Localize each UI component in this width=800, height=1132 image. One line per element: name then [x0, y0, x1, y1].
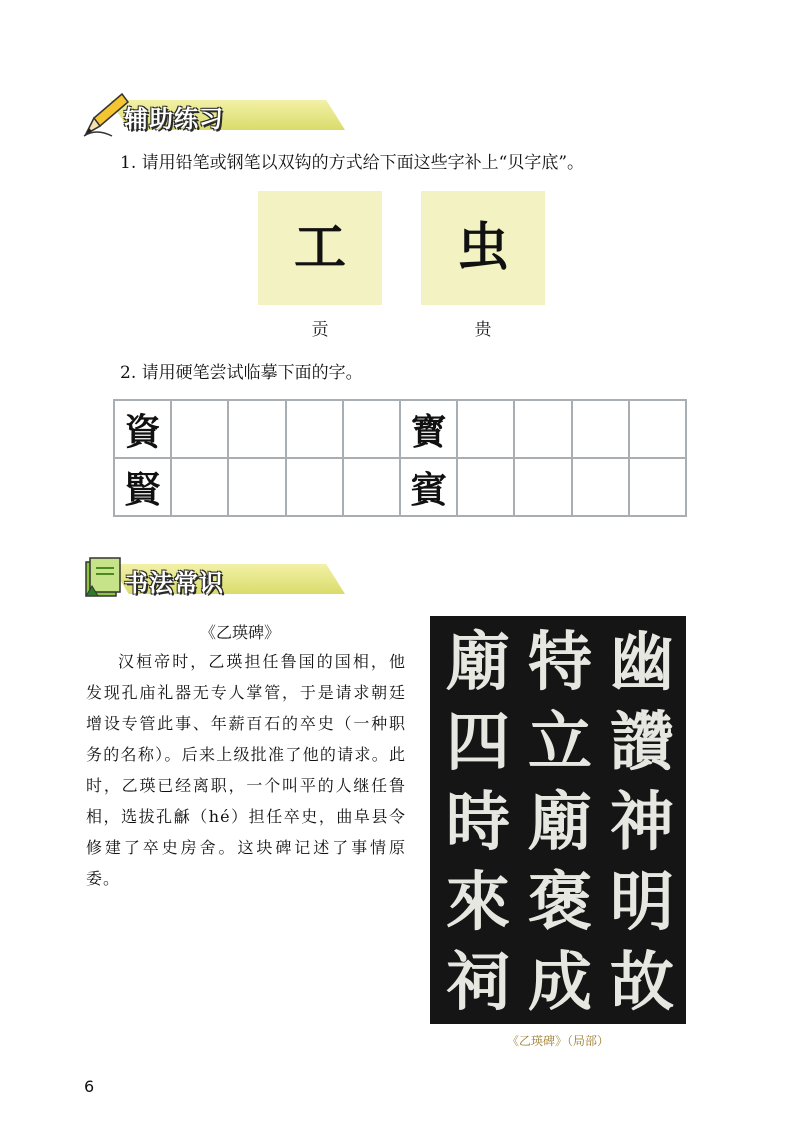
grid-cell[interactable]: 賓	[400, 458, 457, 516]
rubbing-char: 幽	[610, 625, 674, 700]
grid-cell[interactable]	[572, 400, 629, 458]
rubbing-char: 成	[528, 945, 592, 1020]
question-1: 1. 请用铅笔或钢笔以双钩的方式给下面这些字补上“贝字底”。	[120, 153, 585, 173]
sample-caption-1: 贡	[311, 320, 329, 340]
grid-cell[interactable]	[228, 458, 285, 516]
rubbing-char: 讚	[610, 705, 674, 780]
grid-cell[interactable]	[171, 458, 228, 516]
section-title-knowledge: 书法常识	[124, 569, 224, 597]
grid-cell[interactable]	[629, 458, 686, 516]
grid-cell[interactable]: 資	[114, 400, 171, 458]
rubbing-char: 來	[446, 865, 510, 940]
rubbing-char: 時	[446, 785, 510, 860]
grid-cell[interactable]	[514, 400, 571, 458]
grid-cell[interactable]: 賢	[114, 458, 171, 516]
rubbing-char: 故	[610, 945, 674, 1020]
rubbing-char: 褒	[528, 865, 592, 940]
book-icon	[80, 556, 126, 600]
essay-body: 汉桓帝时，乙瑛担任鲁国的国相，他发现孔庙礼器无专人掌管，于是请求朝廷增设专管此事、年薪百石的卒史（一种职务的名称）。后来上级批准了他的请求。此时，乙瑛已经离职，一个叫平的人继任鲁相，选拔孔龢（hé）担任卒史，曲阜县令修建了卒史房舍。这块碑记述了事情原委。	[86, 652, 406, 888]
grid-cell[interactable]	[171, 400, 228, 458]
rubbing-char: 廟	[446, 625, 510, 700]
sample-caption-2: 贵	[474, 320, 492, 340]
rubbing-char: 特	[528, 625, 592, 700]
grid-cell[interactable]	[343, 400, 400, 458]
grid-cell[interactable]	[457, 400, 514, 458]
sample-glyph: 工	[293, 217, 346, 278]
grid-cell[interactable]	[286, 400, 343, 458]
grid-cell[interactable]: 寳	[400, 400, 457, 458]
rubbing-char: 明	[610, 865, 674, 940]
rubbing-char: 祠	[446, 945, 510, 1020]
grid-cell[interactable]	[343, 458, 400, 516]
page-number: 6	[84, 1077, 95, 1096]
grid-cell[interactable]	[629, 400, 686, 458]
practice-grid	[113, 399, 687, 517]
rubbing-caption: 《乙瑛碑》（局部）	[506, 1034, 609, 1048]
question-2: 2. 请用硬笔尝试临摹下面的字。	[120, 363, 363, 383]
sample-glyph: 虫	[456, 217, 509, 278]
essay-title: 《乙瑛碑》	[200, 623, 281, 642]
grid-row	[114, 458, 686, 516]
rubbing-char: 神	[610, 785, 674, 860]
rubbing-char: 廟	[528, 785, 592, 860]
grid-row	[114, 400, 686, 458]
rubbing-char: 四	[446, 705, 510, 780]
sample-box-2	[421, 191, 545, 305]
rubbing-char: 立	[528, 705, 592, 780]
sample-box-1	[258, 191, 382, 305]
grid-cell[interactable]	[572, 458, 629, 516]
grid-cell[interactable]	[286, 458, 343, 516]
section-title-exercise: 辅助练习	[124, 105, 224, 133]
pencil-icon	[82, 92, 130, 138]
stele-rubbing-image	[430, 616, 686, 1024]
grid-cell[interactable]	[514, 458, 571, 516]
grid-cell[interactable]	[457, 458, 514, 516]
grid-cell[interactable]	[228, 400, 285, 458]
